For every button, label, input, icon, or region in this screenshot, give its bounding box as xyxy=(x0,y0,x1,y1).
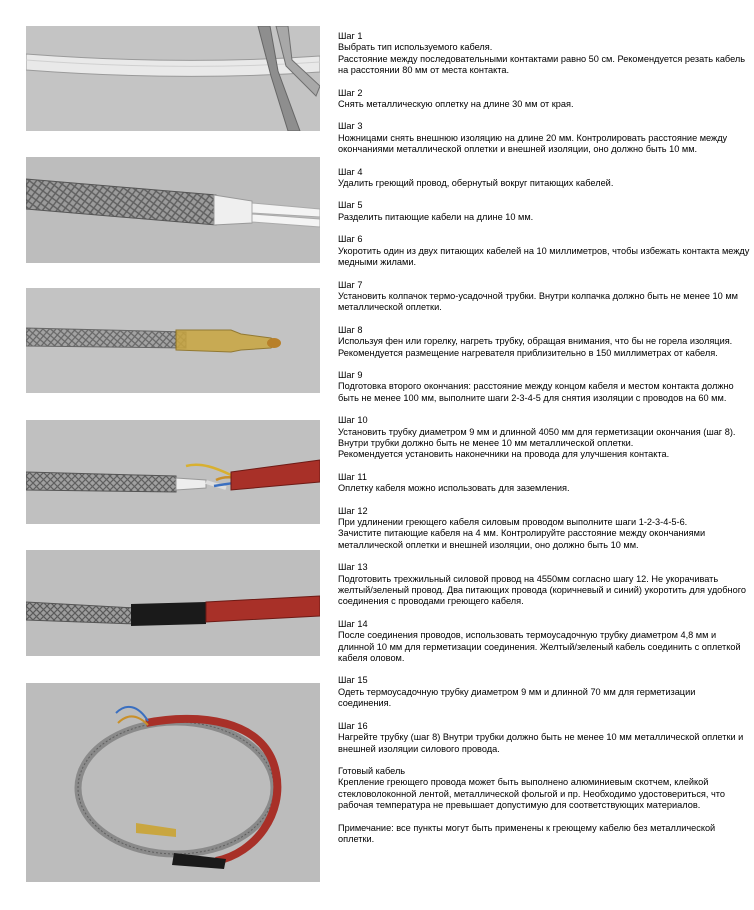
step-text: Укоротить один из двух питающих кабелей на 10 миллиметров, чтобы избежать контакта между медными жилами. xyxy=(338,245,750,268)
step-text: Установить трубку диаметром 9 мм и длинной 4050 мм для герметизации окончания (шаг 8). Внутри трубки должно быть не менее 10 мм металлической оплетки. Рекомендуется установить наконечники на провода для улучшения контакта. xyxy=(338,426,736,460)
step-text: Установить колпачок термо-усадочной трубки. Внутри колпачка должно быть не менее 10 мм металлической оплетки. xyxy=(338,290,738,313)
step-title: Шаг 14 xyxy=(338,618,368,629)
photo-step-4-braided-cable xyxy=(26,157,320,263)
instructions-column xyxy=(338,31,750,845)
step-4 xyxy=(338,167,750,190)
step-text: Используя фен или горелку, нагреть трубку, обращая внимания, что бы не горела изоляция. Рекомендуется размещение нагревателя приблизительно в 150 миллиметрах от кабеля. xyxy=(338,336,733,358)
step-16 xyxy=(338,721,750,755)
step-text: Одеть термоусадочную трубку диаметром 9 мм и длинной 70 мм для герметизации соединения. xyxy=(338,686,696,709)
photo-step-7-heat-shrink-cap xyxy=(26,288,320,393)
step-15 xyxy=(338,675,750,709)
step-11 xyxy=(338,472,750,495)
step-text: Подготовка второго окончания: расстояние между концом кабеля и местом контакта должно быть не менее 100 мм, выполните шаги 2-3-4-5 для снятия изоляции с проводов на 60 мм. xyxy=(338,381,734,403)
step-title: Шаг 10 xyxy=(338,415,368,426)
step-title: Готовый кабель xyxy=(338,765,406,776)
step-10 xyxy=(338,415,750,461)
step-text: Подготовить трехжильный силовой провод на 4550мм согласно шагу 12. Не укорачивать желтый/зеленый провод. Два питающих провода (коричневый и синий) укоротить для удобного соединения с проводами греющего кабеля. xyxy=(338,573,746,607)
step-12 xyxy=(338,506,750,552)
step-7 xyxy=(338,280,750,314)
photo-step-1-flat-cable xyxy=(26,26,320,131)
step-title: Шаг 1 xyxy=(338,31,363,41)
step-title: Шаг 13 xyxy=(338,562,368,573)
step-text: Выбрать тип используемого кабеля. Расстояние между последовательными контактами равно 50 см. Рекомендуется резать кабель на расстоянии 80 мм от места контакта. xyxy=(338,42,746,76)
step-title: Шаг 3 xyxy=(338,121,363,132)
step-text: Ножницами снять внешнюю изоляцию на длине 20 мм. Контролировать расстояние между окончаниями металлической оплетки и внешней изоляции, оно должно быть 10 мм. xyxy=(338,132,728,155)
step-title: Шаг 11 xyxy=(338,471,367,482)
step-title: Шаг 16 xyxy=(338,720,368,731)
step-title: Шаг 15 xyxy=(338,675,368,686)
step-2 xyxy=(338,88,750,111)
step-1 xyxy=(338,31,750,77)
step-finished-cable xyxy=(338,766,750,812)
photo-step-10-cable-connection xyxy=(26,420,320,524)
step-title: Шаг 6 xyxy=(338,234,363,245)
photo-finished-cable xyxy=(26,683,320,882)
step-text: Снять металлическую оплетку на длине 30 мм от края. xyxy=(338,99,574,110)
step-title: Шаг 12 xyxy=(338,505,368,516)
step-text: После соединения проводов, использовать термоусадочную трубку диаметром 4,8 мм и длинной 10 мм для герметизации соединения. Желтый/зеленый кабель соединить с оплеткой кабеля оловом. xyxy=(338,630,741,664)
step-title: Шаг 9 xyxy=(338,369,363,380)
step-title: Шаг 8 xyxy=(338,324,363,335)
step-14 xyxy=(338,619,750,665)
note: Примечание: все пункты могут быть применены к греющему кабелю без металлической оплетки. xyxy=(338,822,716,844)
step-text: При удлинении греющего кабеля силовым проводом выполните шаги 1-2-3-4-5-6. Зачистите питающие кабеля на 4 мм. Контролируйте расстояние между окончаниями металлической оплетки и внешней изоляции, оно должно быть 10 мм. xyxy=(338,517,706,550)
step-text: Разделить питающие кабели на длине 10 мм. xyxy=(338,211,534,222)
step-title: Шаг 2 xyxy=(338,87,363,98)
step-title: Шаг 5 xyxy=(338,200,363,211)
step-text: Нагрейте трубку (шаг 8) Внутри трубки должно быть не менее 10 мм металлической оплетки и внешней изоляции силового провода. xyxy=(338,732,744,754)
step-5 xyxy=(338,200,750,223)
step-title: Шаг 4 xyxy=(338,166,363,177)
photo-step-16-sealed-joint xyxy=(26,550,320,656)
step-6 xyxy=(338,234,750,268)
step-text: Крепление греющего провода может быть выполнено алюминиевым скотчем, клейкой стекловолоконной лентой, металлической фольгой и пр. Необходимо удостовериться, что рабочая температура не превышает допустимую для соответствующих материалов. xyxy=(338,777,726,811)
step-3 xyxy=(338,121,750,155)
step-text: Оплетку кабеля можно использовать для заземления. xyxy=(338,483,570,494)
step-title: Шаг 7 xyxy=(338,279,363,290)
step-text: Удалить греющий провод, обернутый вокруг питающих кабелей. xyxy=(338,178,614,189)
step-8 xyxy=(338,325,750,359)
step-13 xyxy=(338,562,750,608)
step-9 xyxy=(338,370,750,404)
